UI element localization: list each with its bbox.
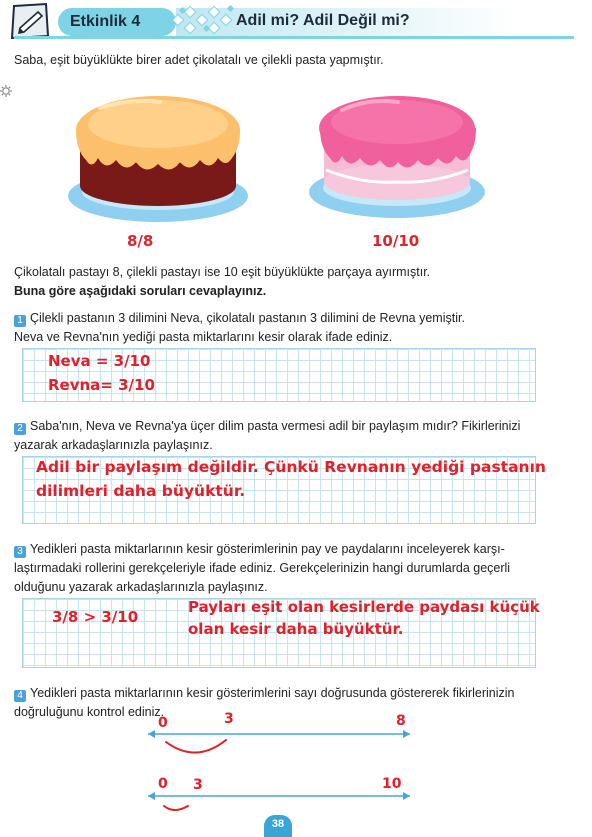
answer-1-line-2: Revna= 3/10 xyxy=(48,376,155,394)
page-number: 38 xyxy=(264,815,292,837)
diamond-pattern-decoration xyxy=(170,4,236,38)
number-line-1 xyxy=(140,724,420,764)
question-3-number: 3 xyxy=(14,546,26,558)
question-1-line-1: 1 Çilekli pastanın 3 dilimini Neva, çikolatalı pastanın 3 dilimini de Revna yemiştir. xyxy=(14,310,465,327)
strawberry-fraction-label: 10/10 xyxy=(372,232,420,250)
description-text: Çikolatalı pastayı 8, çilekli pastayı ise 10 eşit büyüklükte parçaya ayırmıştır. xyxy=(14,265,431,279)
answer-3-comparison: 3/8 > 3/10 xyxy=(52,608,139,626)
question-1-line-2: Neva ve Revna'nın yediği pasta miktarlarını kesir olarak ifade ediniz. xyxy=(14,330,393,344)
activity-label: Etkinlik 4 xyxy=(70,13,141,30)
answer-1-line-1: Neva = 3/10 xyxy=(48,352,151,370)
activity-title: Adil mi? Adil Değil mi? xyxy=(236,12,410,29)
instruction-text: Buna göre aşağıdaki soruları cevaplayınız. xyxy=(14,284,267,298)
answer-2-line-1: Adil bir paylaşım değildir. Çünkü Revnanın yediği pastanın xyxy=(36,458,546,476)
pencil-badge-icon xyxy=(8,2,52,40)
question-1-number: 1 xyxy=(14,315,26,327)
number-line-2-start: 0 xyxy=(158,776,168,792)
number-line-2-end: 10 xyxy=(382,776,402,792)
chocolate-cake-illustration xyxy=(60,88,256,228)
gear-icon xyxy=(0,84,12,96)
question-2-number: 2 xyxy=(14,423,26,435)
question-3-line-3: olduğunu yazarak arkadaşlarınızla paylaşınız. xyxy=(14,580,268,594)
number-line-1-mark: 3 xyxy=(224,711,234,727)
header-underline xyxy=(14,36,574,39)
question-3-line-1: 3 Yedikleri pasta miktarlarının kesir gösterimlerinin pay ve paydalarını inceleyerek karşı- xyxy=(14,541,505,558)
activity-tab xyxy=(58,8,176,36)
question-4-line-2: doğruluğunu kontrol ediniz. xyxy=(14,705,165,719)
strawberry-cake-illustration xyxy=(302,88,492,228)
number-line-1-start: 0 xyxy=(158,715,168,731)
question-2-line-2: yazarak arkadaşlarınızla paylaşınız. xyxy=(14,438,213,452)
intro-text: Saba, eşit büyüklükte birer adet çikolatalı ve çilekli pasta yapmıştır. xyxy=(14,53,384,67)
chocolate-fraction-label: 8/8 xyxy=(127,232,154,250)
number-line-2-mark: 3 xyxy=(193,777,203,793)
answer-3-line-1: Payları eşit olan kesirlerde paydası küçük xyxy=(188,598,540,616)
answer-3-line-2: olan kesir daha büyüktür. xyxy=(188,620,404,638)
question-3-line-2: laştırmadaki rollerini gerekçeleriyle ifade ediniz. Gerekçelerinizin hangi durumlarda geçerli xyxy=(14,561,511,575)
answer-2-line-2: dilimleri daha büyüktür. xyxy=(36,482,246,500)
number-line-2 xyxy=(140,786,420,818)
activity-header xyxy=(0,0,592,44)
question-2-line-1: 2 Saba'nın, Neva ve Revna'ya üçer dilim pasta vermesi adil bir paylaşım mıdır? Fikirlerinizi xyxy=(14,418,520,435)
question-4-number: 4 xyxy=(14,690,26,702)
number-line-1-end: 8 xyxy=(396,713,406,729)
question-4-line-1: 4 Yedikleri pasta miktarlarının kesir gösterimlerini sayı doğrusunda göstererek fikirlerinizin xyxy=(14,685,514,702)
